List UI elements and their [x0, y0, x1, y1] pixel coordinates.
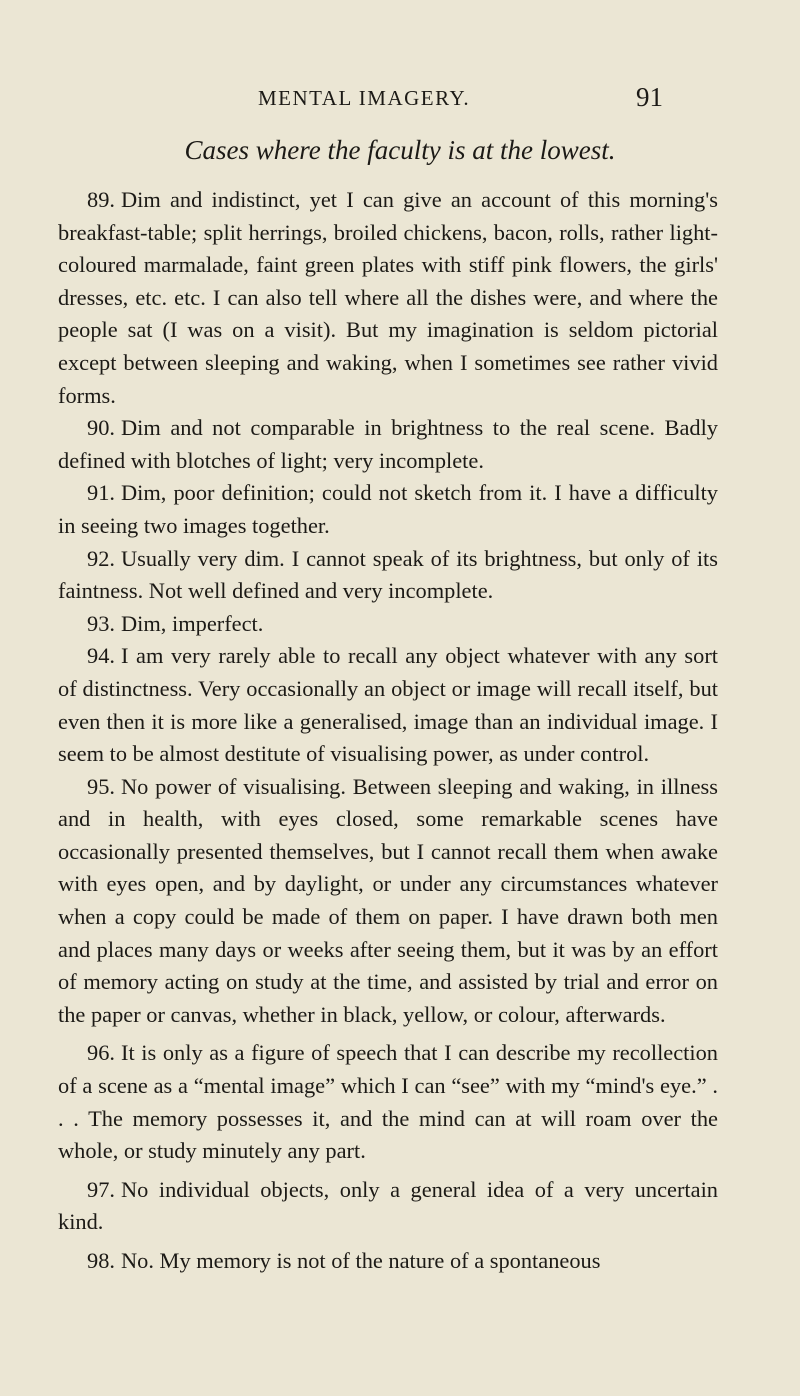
entry-89 — [58, 184, 718, 412]
entry-95 — [58, 771, 718, 1032]
entry-text: Usually very dim. I cannot speak of its brightness, but only of its faintness. Not well defined and very incomplete. — [58, 545, 718, 604]
running-title: MENTAL IMAGERY. — [258, 86, 471, 110]
entry-number: 93. — [87, 610, 115, 636]
entry-94 — [58, 640, 718, 770]
entry-text: No power of visualising. Between sleeping and waking, in illness and in health, with eyes closed, some remarkable scenes have occasionally presented themselves, but I cannot recall them when awake with eyes open, and by daylight, or under any circumstances whatever when a copy could be made of them on paper. I have drawn both men and places many days or weeks after seeing them, but it was by an effort of memory acting on study at the time, and assisted by trial and error on the paper or canvas, whether in black, yellow, or colour, afterwards. — [58, 773, 718, 1027]
entry-number: 96. — [87, 1040, 115, 1066]
entry-number: 89. — [87, 187, 115, 212]
page-number: 91 — [636, 82, 663, 112]
entry-number: 90. — [87, 415, 115, 441]
entry-91 — [58, 477, 718, 542]
entry-number: 94. — [87, 643, 115, 669]
entry-text: Dim, imperfect. — [121, 610, 264, 636]
entry-96 — [58, 1037, 718, 1167]
entry-number: 97. — [87, 1176, 115, 1202]
running-head — [0, 82, 800, 116]
entry-text: I am very rarely able to recall any object whatever with any sort of distinctness. Very occasionally an object or image will recall itself, but even then it is more like a generalised, image than an individual image. I seem to be almost destitute of visualising power, as under control. — [58, 643, 718, 767]
section-heading: Cases where the faculty is at the lowest. — [184, 135, 616, 165]
entry-text: No individual objects, only a general idea of a very uncertain kind. — [58, 1176, 718, 1235]
entry-92 — [58, 543, 718, 608]
entry-90 — [58, 412, 718, 477]
entry-number: 91. — [87, 480, 115, 506]
entry-98 — [58, 1245, 718, 1278]
entry-text: It is only as a figure of speech that I can describe my recollection of a scene as a “mental image” which I can “see” with my “mind's eye.” . . . The memory possesses it, and the mind can at will roam over the whole, or study minutely any part. — [58, 1040, 718, 1164]
entry-number: 95. — [87, 773, 115, 799]
entry-number: 92. — [87, 545, 115, 571]
entry-number: 98. — [87, 1248, 115, 1273]
body-text — [58, 184, 718, 1278]
entry-text: No. My memory is not of the nature of a spontaneous — [121, 1248, 601, 1273]
entry-text: Dim and indistinct, yet I can give an account of this morning's breakfast-table; split herrings, broiled chickens, bacon, rolls, rather light-coloured marmalade, faint green plates with stiff pink flowers, the girls' dresses, etc. etc. I can also tell where all the dishes were, and where the people sat (I was on a visit). But my imagination is seldom pictorial except between sleeping and waking, when I sometimes see rather vivid forms. — [58, 187, 718, 408]
entry-text: Dim and not comparable in brightness to the real scene. Badly defined with blotches of light; very incomplete. — [58, 415, 718, 473]
entry-text: Dim, poor definition; could not sketch from it. I have a difficulty in seeing two images together. — [58, 480, 718, 538]
entry-97 — [58, 1174, 718, 1239]
entry-93 — [58, 608, 718, 641]
